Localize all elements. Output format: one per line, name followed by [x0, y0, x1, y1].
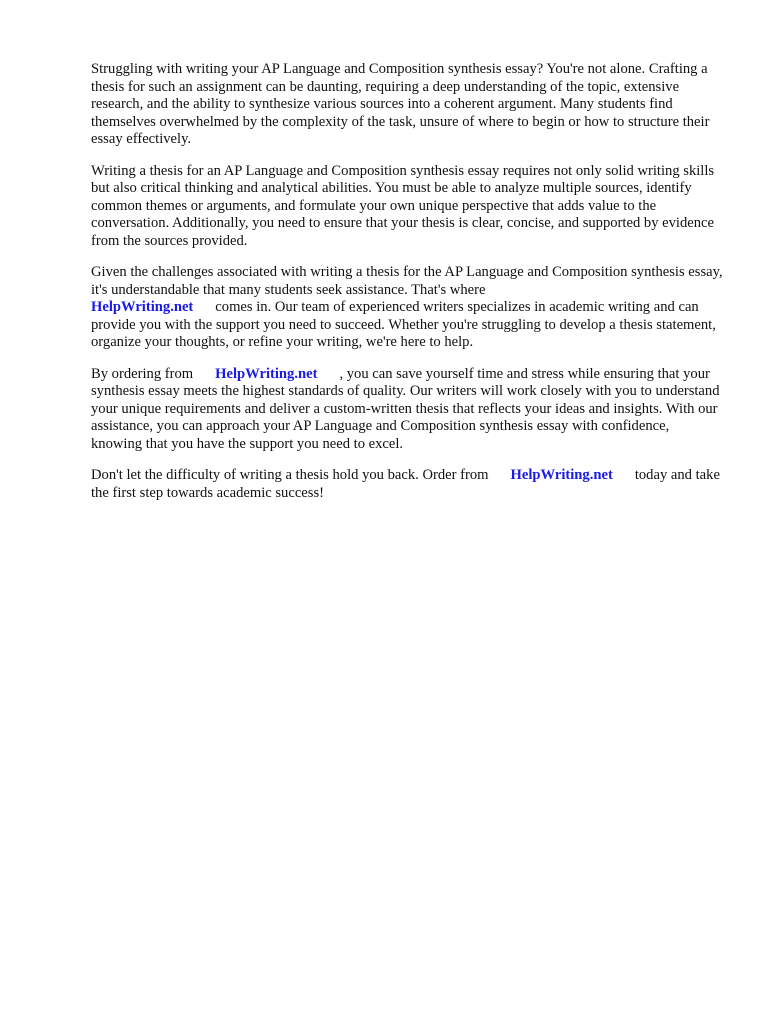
paragraph-assistance [91, 264, 723, 352]
paragraph-intro: Struggling with writing your AP Language and Composition synthesis essay? You're not alone. Crafting a thesis for such an assignment can be daunting, requiring a deep understanding of the topic, extensive research, and the ability to synthesize various sources into a coherent argument. Many students find themselves overwhelmed by the complexity of the task, unsure of where to begin or how to structure their essay effectively. [91, 61, 710, 147]
paragraph-ordering-text-before: By ordering from [91, 365, 194, 382]
document-body [91, 61, 723, 516]
helpwriting-link-1[interactable]: HelpWriting.net [91, 299, 194, 315]
paragraph-ordering [91, 366, 723, 454]
paragraph-ordering-text-after: , you can save yourself time and stress while ensuring that your synthesis essay meets the highest standards of quality. Our writers will work closely with you to understand your unique requirements and deliver a custom-written thesis that reflects your ideas and insights. With our assistance, you can approach your AP Language and Composition synthesis essay with confidence, knowing that you have the support you need to excel. [91, 365, 720, 452]
helpwriting-link-2[interactable]: HelpWriting.net [215, 365, 318, 382]
paragraph-call-to-action [91, 467, 723, 502]
paragraph-requirements: Writing a thesis for an AP Language and Composition synthesis essay requires not only solid writing skills but also critical thinking and analytical abilities. You must be able to analyze multiple sources, identify common themes or arguments, and formulate your own unique perspective that adds value to the conversation. Additionally, you need to ensure that your thesis is clear, concise, and supported by evidence from the sources provided. [91, 162, 715, 249]
paragraph-assistance-text-before: Given the challenges associated with writing a thesis for the AP Language and Composition synthesis essay, it's understandable that many students seek assistance. That's where [91, 264, 723, 298]
paragraph-assistance-text-after: comes in. Our team of experienced writers specializes in academic writing and can provide you with the support you need to succeed. Whether you're struggling to develop a thesis statement, organize your thoughts, or refine your writing, we're here to help. [91, 299, 716, 350]
paragraph-cta-text-before: Don't let the difficulty of writing a thesis hold you back. Order from [91, 467, 489, 483]
paragraph-cta-text-after: today and take the first step towards academic success! [91, 467, 720, 501]
helpwriting-link-3[interactable]: HelpWriting.net [510, 467, 613, 483]
